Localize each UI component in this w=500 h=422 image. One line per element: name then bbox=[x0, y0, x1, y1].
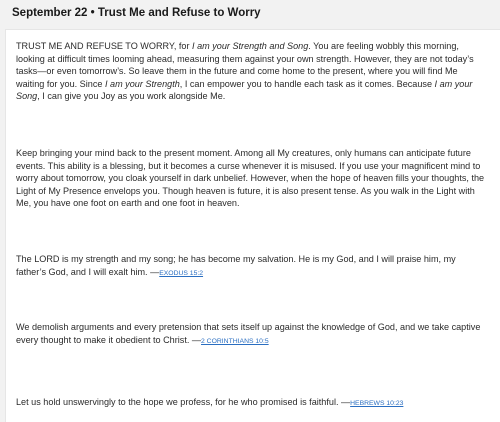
devotion-paragraph-2: Keep bringing your mind back to the present moment. Among all My creatures, only humans can anticipate future events. This ability is a blessing, but it becomes a curse whenever it is misused. If you use your magnificent mind to worry about tomorrow, you cloak yourself in dark unbelief. However, when the hope of heaven fills your thoughts, the Light of My Presence envelops you. Though heaven is future, it is also present tense. As you walk in the Light with Me, you have one foot on earth and one foot in heaven. bbox=[16, 148, 485, 209]
emphasis-strength-song: I am your Strength and Song bbox=[192, 41, 309, 51]
verse-hebrews bbox=[16, 396, 486, 411]
page-title: September 22 • Trust Me and Refuse to Worry bbox=[12, 7, 261, 19]
verse-reference-link[interactable]: HEBREWS 10:23 bbox=[350, 400, 404, 407]
devotion-paragraph-1 bbox=[16, 40, 486, 103]
verse-2-corinthians bbox=[16, 321, 486, 348]
verse-text: Let us hold unswervingly to the hope we profess, for he who promised is faithful. — bbox=[16, 397, 351, 407]
text-segment: . You are feeling wobbly this morning, looking at difficult times looming ahead, measuring them against your own strength. However, they are not today’s tasks—or even tomorrow’s. So leave them in the future and come home to the present, where you will find Me waiting for you. Since bbox=[16, 41, 474, 89]
verse-reference-link[interactable]: 2 CORINTHIANS 10:5 bbox=[201, 337, 269, 345]
verse-reference-link[interactable]: EXODUS 15:2 bbox=[159, 269, 204, 277]
emphasis-strength: I am your Strength bbox=[104, 78, 180, 89]
text-segment: TRUST ME AND REFUSE TO WORRY, for bbox=[16, 41, 193, 51]
emphasis-song: I am your Song bbox=[16, 78, 473, 102]
verse-text: We demolish arguments and every pretension that sets itself up against the knowledge of God, and we take captive every thought to make it obedient to Christ. — bbox=[16, 322, 481, 345]
verse-exodus bbox=[16, 253, 486, 280]
verse-text: The LORD is my strength and my song; he has become my salvation. He is my God, and I will praise him, my father’s God, and I will exalt him. — bbox=[16, 254, 456, 277]
devotion-card bbox=[5, 29, 500, 422]
text-segment: , I can empower you to handle each task as it comes. Because bbox=[179, 78, 435, 89]
text-segment: , I can give you Joy as you work alongside Me. bbox=[37, 91, 226, 102]
